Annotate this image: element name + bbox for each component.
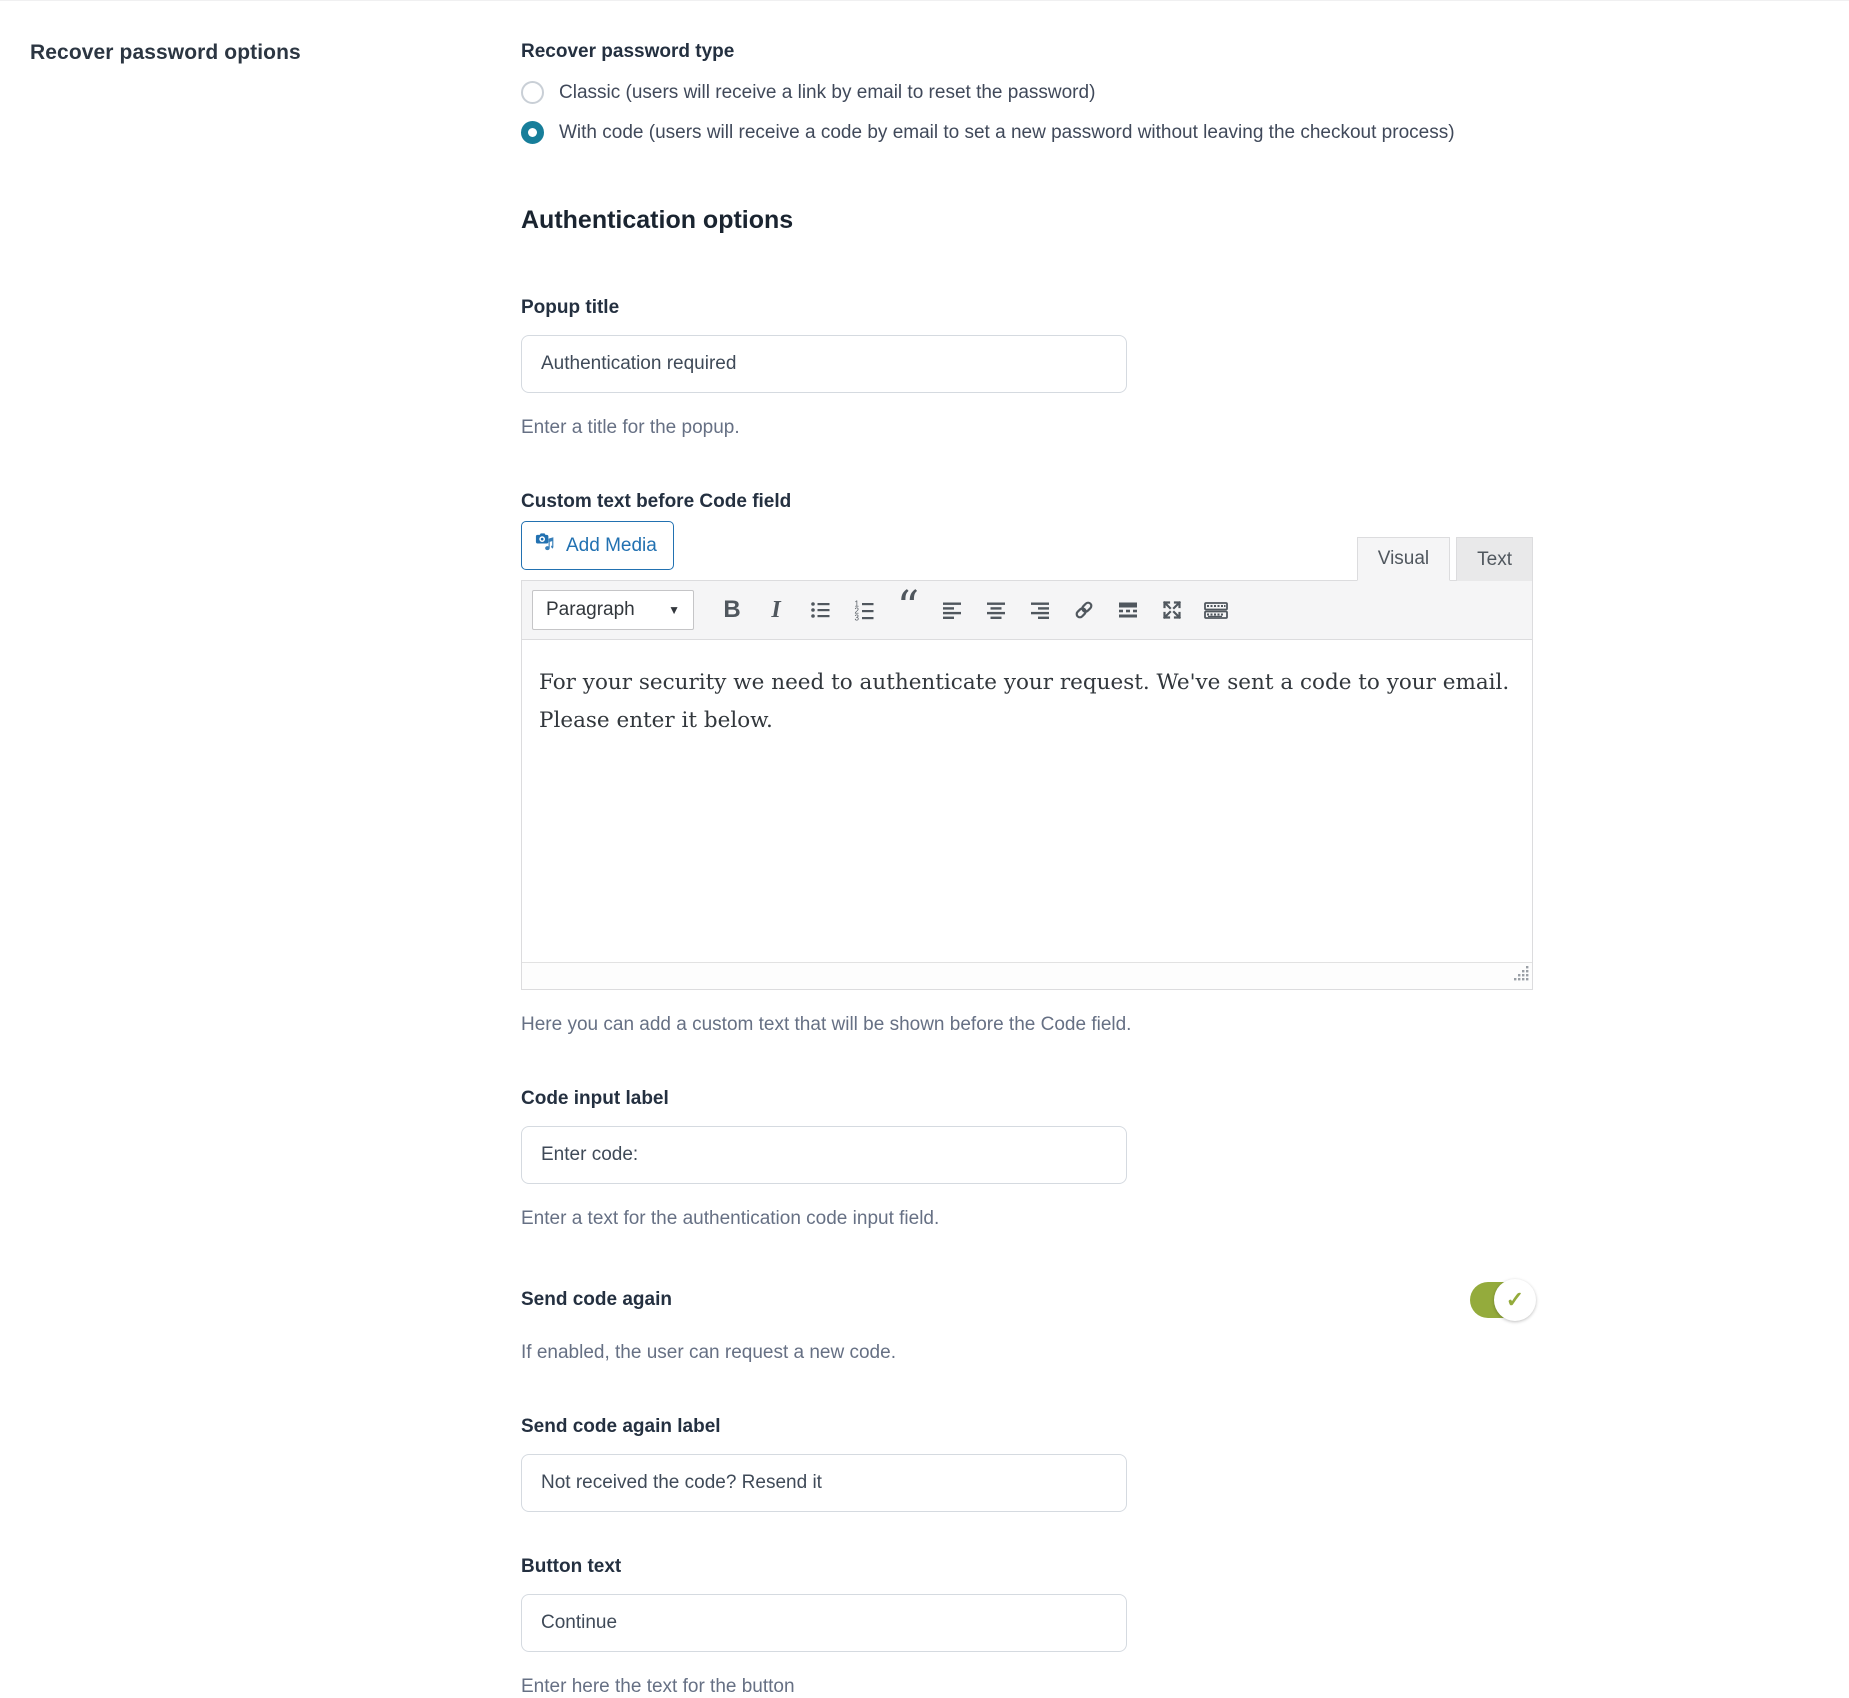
code-input-label: Code input label [521,1088,669,1109]
svg-text:2: 2 [854,606,859,616]
paragraph-format-value: Paragraph [546,599,635,620]
send-code-again-label-input[interactable] [521,1454,1127,1512]
toggle-knob [1494,1279,1536,1321]
svg-text:3: 3 [854,613,859,623]
radio-selected-icon[interactable] [521,121,544,144]
send-code-again-toggle[interactable] [1470,1282,1533,1318]
align-left-icon [940,598,964,622]
section-title: Recover password options [30,41,301,64]
tab-text[interactable]: Text [1456,537,1533,581]
italic-icon: I [771,596,781,623]
align-center-icon [984,598,1008,622]
numbered-list-button[interactable] [842,590,886,630]
editor-content-area[interactable] [522,640,1532,962]
blockquote-icon: “ [896,582,920,633]
bold-icon: B [723,596,741,623]
send-code-again-label: Send code again [521,1289,672,1310]
radio-option-with-code[interactable] [521,121,1533,144]
blockquote-button[interactable] [886,582,930,633]
insert-link-button[interactable] [1062,590,1106,630]
add-media-icon [534,531,557,560]
send-code-again-text-label: Send code again label [521,1416,721,1437]
chevron-down-icon: ▼ [668,603,680,617]
align-right-icon [1028,598,1052,622]
popup-title-helper: Enter a title for the popup. [521,417,740,438]
editor-paragraph: For your security we need to authenticate your request. We've sent a code to your email. Please enter it below. [539,670,1510,733]
popup-title-label: Popup title [521,297,620,318]
tab-visual[interactable]: Visual [1357,537,1450,581]
fullscreen-button[interactable] [1150,590,1194,630]
radio-option-with-code-label: With code (users will receive a code by email to set a new password without leaving the checkout process) [559,121,1455,143]
paragraph-format-dropdown[interactable] [532,590,694,630]
code-input-helper: Enter a text for the authentication code input field. [521,1208,940,1229]
align-right-button[interactable] [1018,590,1062,630]
custom-text-label: Custom text before Code field [521,491,792,512]
fullscreen-icon [1160,598,1184,622]
settings-form [521,41,1533,1698]
send-code-again-label-field-group [521,1416,1533,1512]
custom-text-helper: Here you can add a custom text that will be shown before the Code field. [521,1014,1132,1035]
radio-option-classic-label: Classic (users will receive a link by email to reset the password) [559,81,1096,103]
check-icon: ✓ [1505,1287,1525,1312]
button-text-label: Button text [521,1556,622,1577]
read-more-tag-icon [1116,598,1140,622]
radio-unselected-icon[interactable] [521,81,544,104]
code-input-label-input[interactable] [521,1126,1127,1184]
add-media-label: Add Media [566,534,657,556]
custom-text-field-group [521,491,1533,1036]
code-input-label-field-group [521,1088,1533,1230]
button-text-field-group [521,1556,1533,1698]
bulleted-list-icon [808,598,832,622]
section-title-column [30,41,521,1698]
read-more-tag-button[interactable] [1106,590,1150,630]
radio-option-classic[interactable] [521,81,1533,104]
editor-toolbar [522,581,1532,640]
bulleted-list-button[interactable] [798,590,842,630]
send-code-again-field-group [521,1282,1533,1364]
link-icon [1072,598,1096,622]
italic-button[interactable] [754,590,798,630]
svg-text:1: 1 [854,599,859,609]
keyboard-icon [1203,598,1229,622]
recover-password-type-label: Recover password type [521,41,735,62]
button-text-helper: Enter here the text for the button [521,1676,795,1697]
align-left-button[interactable] [930,590,974,630]
button-text-input[interactable] [521,1594,1127,1652]
keyboard-shortcuts-button[interactable] [1194,590,1238,630]
align-center-button[interactable] [974,590,1018,630]
add-media-button[interactable] [521,521,674,570]
popup-title-field-group [521,297,1533,439]
wp-editor [521,521,1533,990]
numbered-list-icon [852,598,876,622]
authentication-options-heading: Authentication options [521,206,794,234]
send-code-again-helper: If enabled, the user can request a new code. [521,1342,896,1363]
resize-grip-icon[interactable] [1514,966,1529,986]
editor-mode-tabs [1357,537,1533,581]
bold-button[interactable] [710,590,754,630]
popup-title-input[interactable] [521,335,1127,393]
editor-status-bar [522,962,1532,989]
